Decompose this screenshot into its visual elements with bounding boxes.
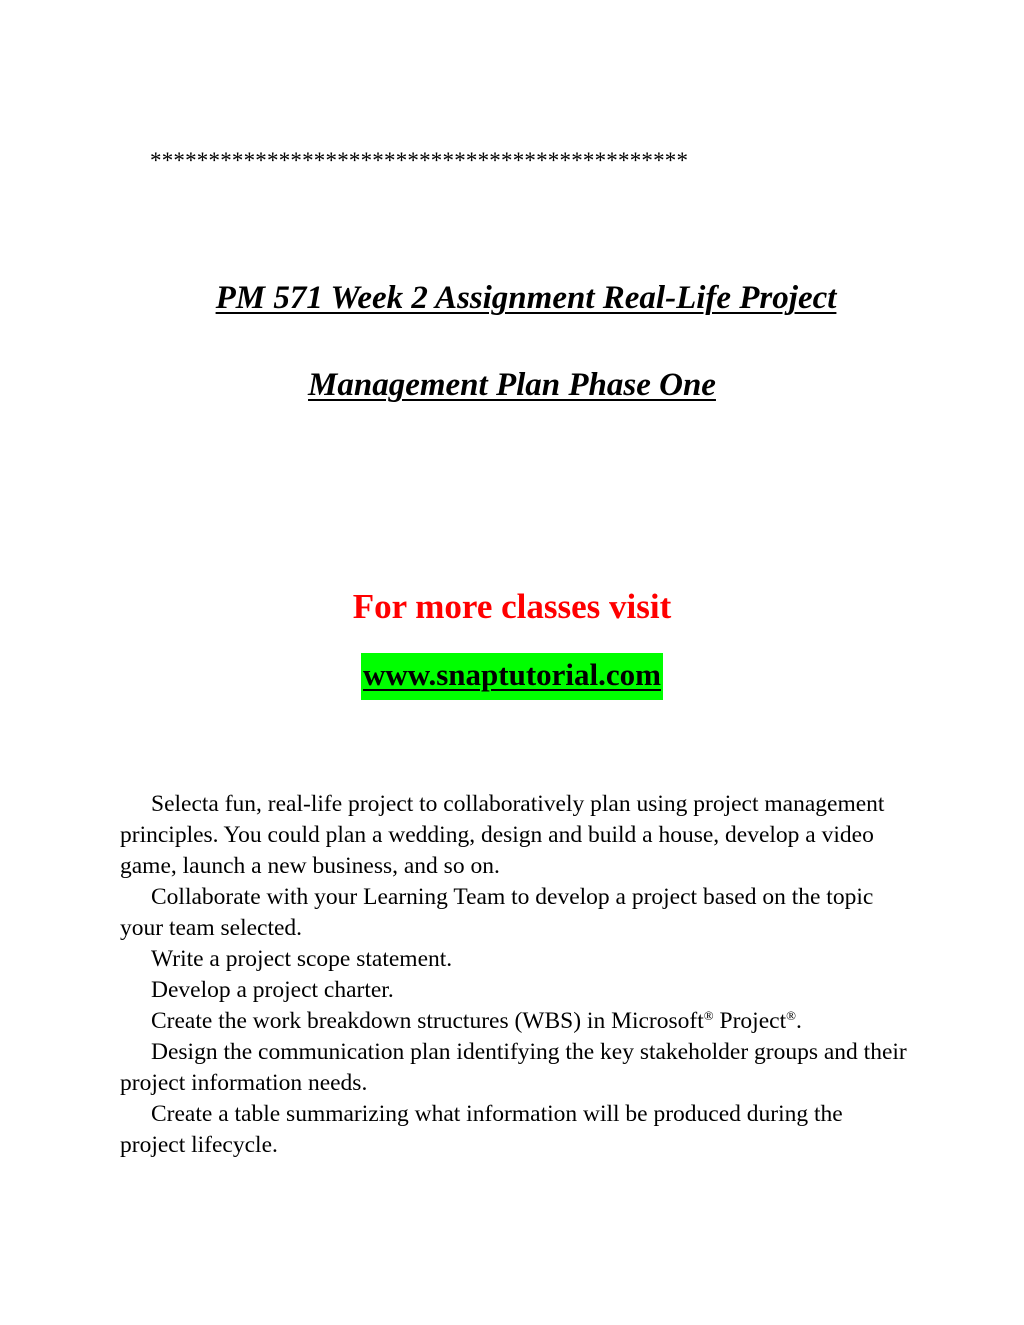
instruction-paragraph: Collaborate with your Learning Team to develop a project based on the topic your team selected. bbox=[120, 884, 874, 941]
wbs-text-part-1: Create the work breakdown structures (WBS) in Microsoft bbox=[151, 1008, 704, 1034]
asterisk-divider: ********************************************** bbox=[150, 148, 689, 173]
document-title-line-1: PM 571 Week 2 Assignment Real-Life Project bbox=[215, 280, 837, 316]
assignment-instructions bbox=[120, 789, 910, 1161]
promo-heading: For more classes visit bbox=[352, 587, 672, 626]
instruction-paragraph: Selecta fun, real-life project to collaboratively plan using project management principles. You could plan a wedding, design and build a house, develop a video game, launch a new business, and so on. bbox=[120, 791, 885, 879]
snaptutorial-link[interactable]: www.snaptutorial.com bbox=[361, 653, 663, 700]
instruction-paragraph: Design the communication plan identifying the key stakeholder groups and their project information needs. bbox=[120, 1039, 907, 1096]
document-title-line-2: Management Plan Phase One bbox=[308, 367, 716, 403]
instruction-paragraph-wbs bbox=[120, 1006, 910, 1037]
wbs-text-part-3: . bbox=[796, 1008, 802, 1034]
instruction-paragraph: Write a project scope statement. bbox=[151, 946, 453, 972]
instruction-paragraph: Develop a project charter. bbox=[151, 977, 394, 1003]
instruction-paragraph: Create a table summarizing what information will be produced during the project lifecycle. bbox=[120, 1101, 843, 1158]
promo-link-container bbox=[0, 653, 1024, 700]
wbs-text-part-2: Project bbox=[713, 1008, 787, 1034]
registered-mark: ® bbox=[786, 1008, 796, 1023]
registered-mark: ® bbox=[703, 1008, 714, 1023]
